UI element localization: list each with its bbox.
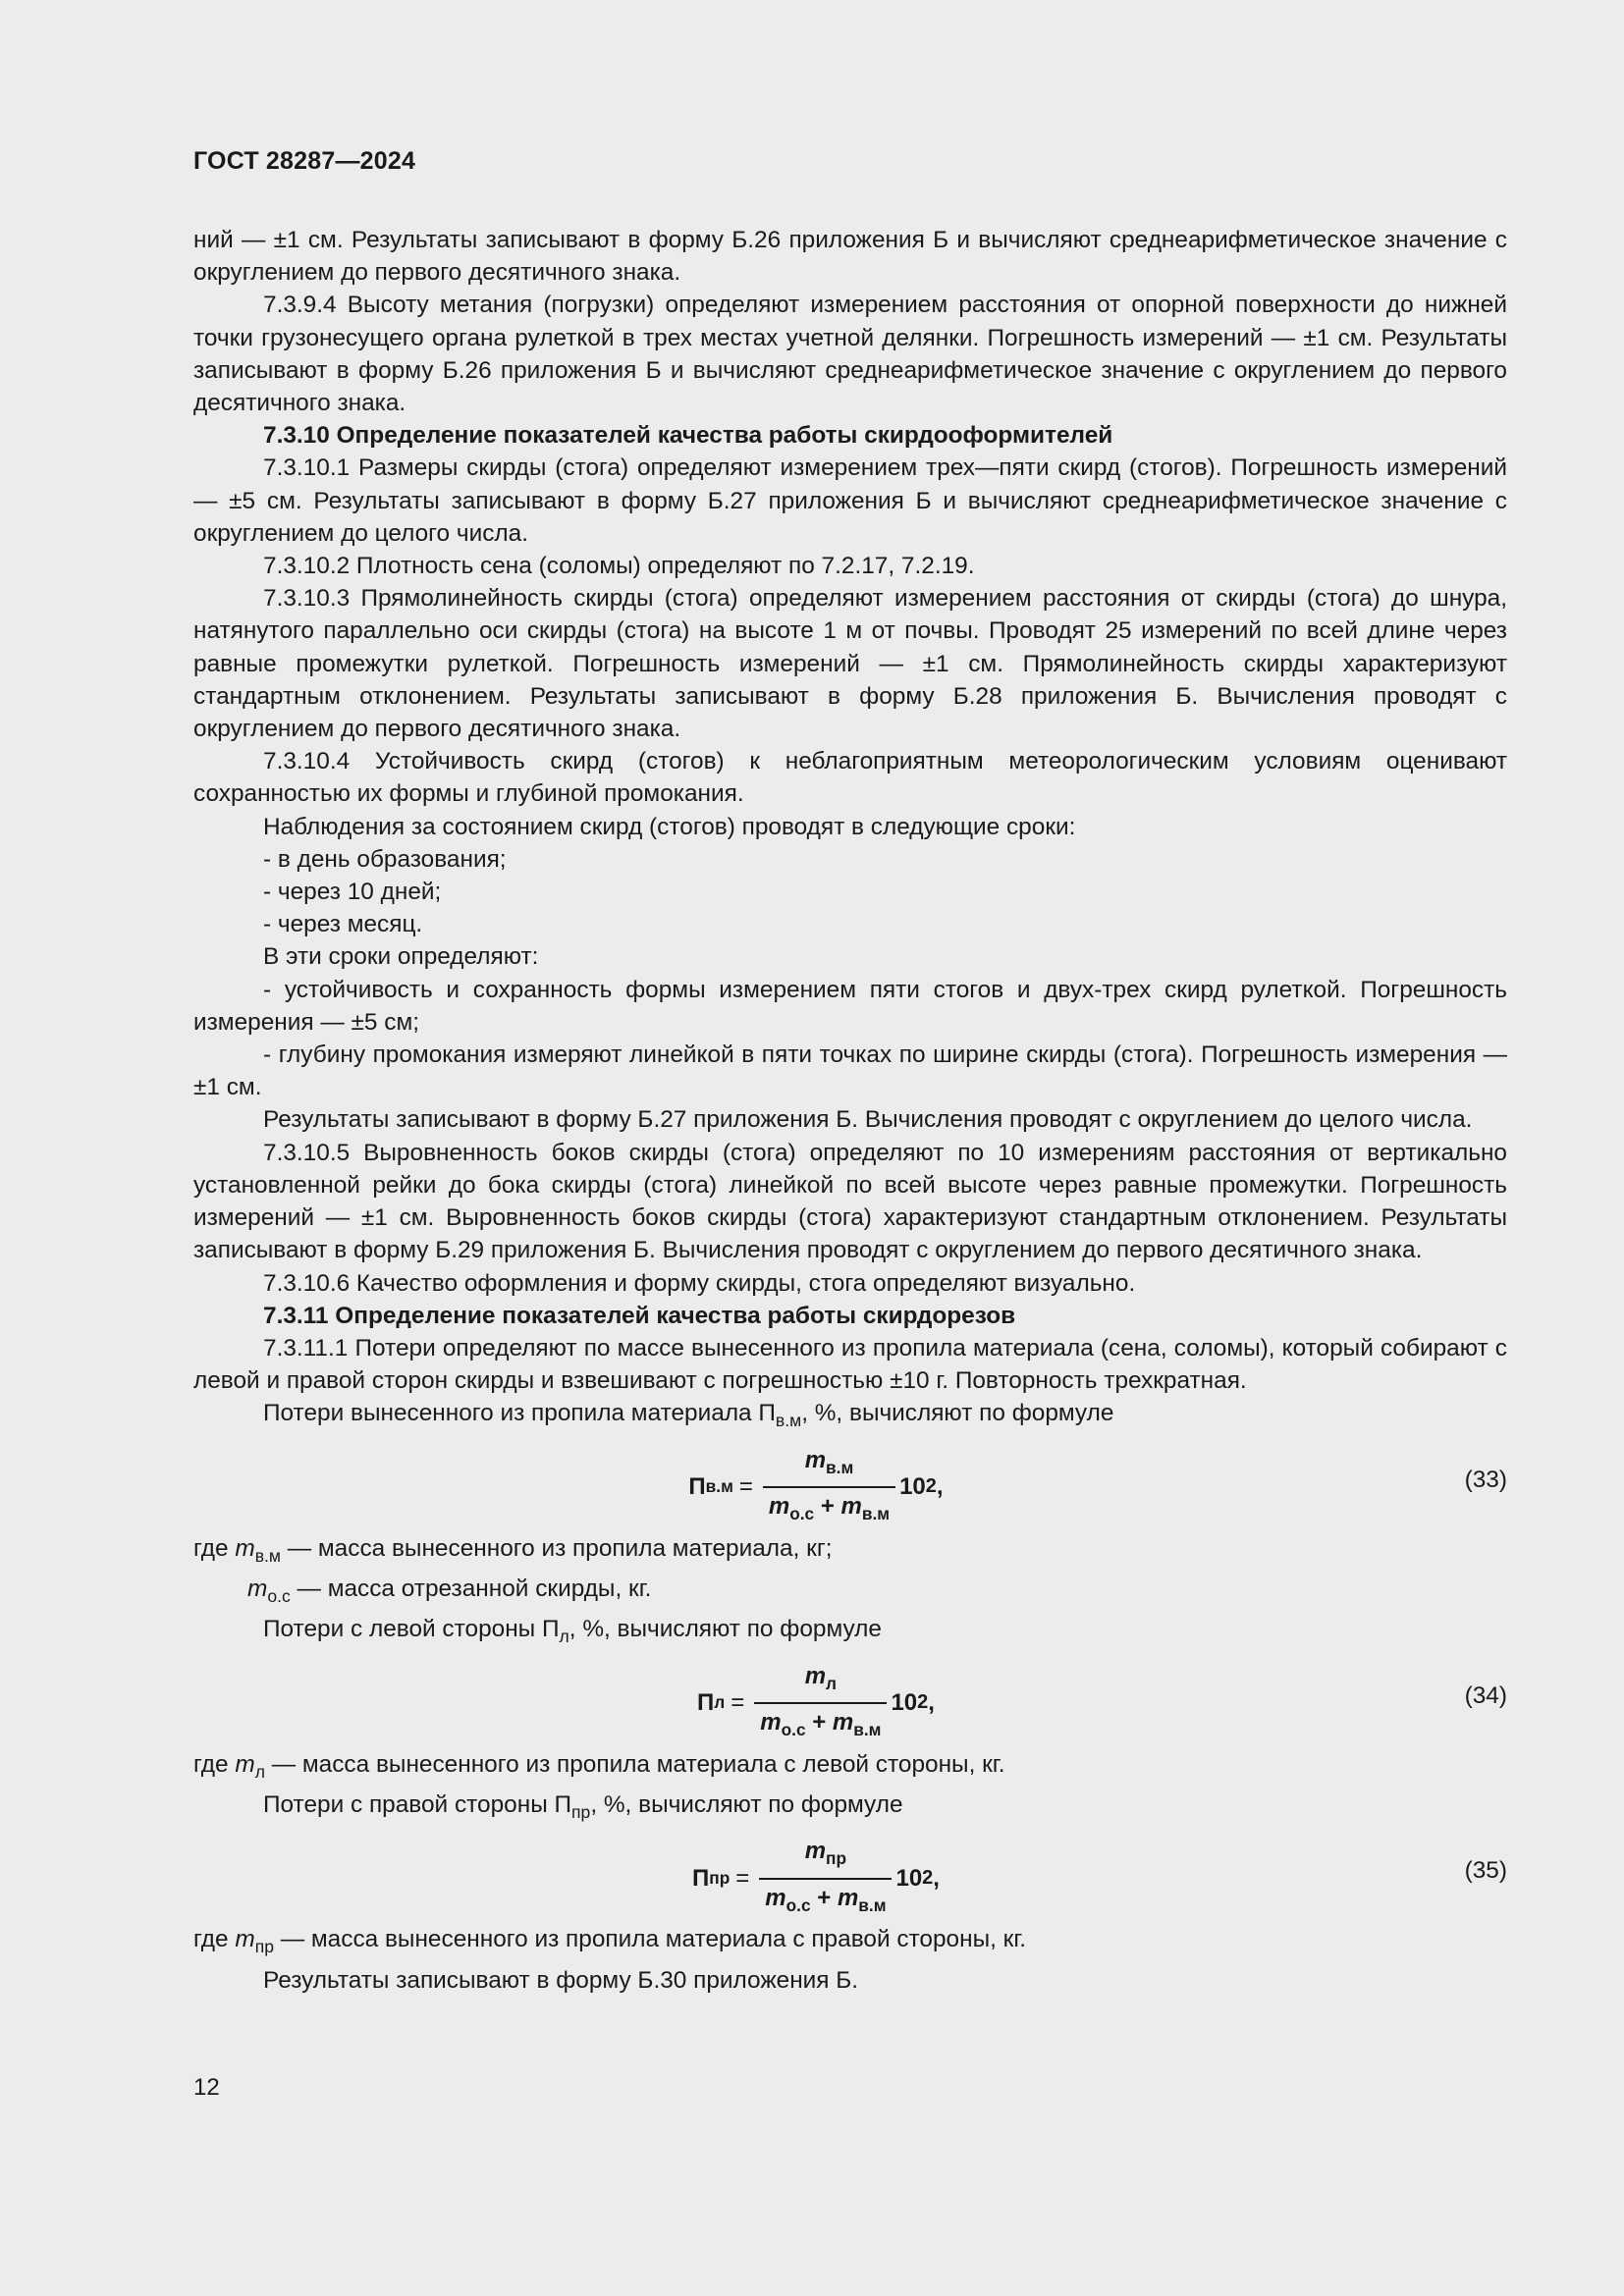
paragraph-7-3-9-4: 7.3.9.4 Высоту метания (погрузки) определяют измерением расстояния от опорной поверхности до нижней точки грузонесущего органа рулеткой в трех местах учетной делянки. Погрешность измерений — ±1 см. Результаты записывают в форму Б.26 приложения Б и вычисляют среднеарифметическое значение с округлением до первого десятичного знака. <box>193 292 1507 417</box>
section-heading-7-3-10: 7.3.10 Определение показателей качества работы скирдооформителей <box>263 422 1113 450</box>
where-clause: $m_{о.с}$ — масса отрезанной скирды, кг. <box>247 1575 652 1607</box>
paragraph-7-3-10-6: 7.3.10.6 Качество оформления и форму скирды, стога определяют визуально. <box>263 1269 1136 1297</box>
paragraph-determine: В эти сроки определяют: <box>263 943 539 971</box>
where-clause: где $m_{в.м}$ — масса вынесенного из пропила материала, кг; <box>193 1534 833 1566</box>
formula-intro-35: Потери с правой стороны $П_{пр}$, %, вычисляют по формуле <box>263 1791 903 1823</box>
paragraph: ний — ±1 см. Результаты записывают в форму Б.26 приложения Б и вычисляют среднеарифметическое значение с округлением до первого десятичного знака. <box>193 227 1507 287</box>
paragraph-results-b30: Результаты записывают в форму Б.30 приложения Б. <box>263 1966 859 1994</box>
paragraph-7-3-10-5: 7.3.10.5 Выровненность боков скирды (стога) определяют по 10 измерениям расстояния от вертикально установленной рейки до бока скирды (стога) линейкой по всей высоте через равные промежутки. Погрешность измерений — ±1 см. Выровненность боков скирды (стога) характеризуют стандартным отклонением. Результаты записывают в форму Б.29 приложения Б. Вычисления проводят с округлением до первого десятичного знака. <box>193 1139 1507 1264</box>
formula-intro-33: Потери вынесенного из пропила материала $П_{в.м}$, %, вычисляют по формуле <box>263 1400 1114 1431</box>
list-item: - устойчивость и сохранность формы измерением пяти стогов и двух-трех скирд рулеткой. Погрешность измерения — ±5 см; <box>193 976 1507 1036</box>
list-item: - через 10 дней; <box>263 879 442 906</box>
formula-number: (35) <box>1464 1857 1507 1885</box>
formula-35: П пр = $\frac{m_{пр}}{m_{о.с} + m_{в.м}}$ 10 2 , (35) <box>193 1835 1507 1913</box>
formula-34: П л = $\frac{m_л}{m_{о.с} + m_{в.м}}$ 10 2 , (34) <box>193 1660 1507 1738</box>
section-heading-7-3-11: 7.3.11 Определение показателей качества работы скирдорезов <box>263 1302 1016 1329</box>
paragraph-7-3-11-1: 7.3.11.1 Потери определяют по массе вынесенного из пропила материала (сена, соломы), который собирают с левой и правой сторон скирды и взвешивают с погрешностью ±10 г. Повторность трехкратная. <box>193 1334 1507 1395</box>
document-header: ГОСТ 28287—2024 <box>193 147 416 175</box>
list-item: - глубину промокания измеряют линейкой в пяти точках по ширине скирды (стога). Погрешность измерения — ±1 см. <box>193 1041 1507 1101</box>
where-clause: где $m_{пр}$ — масса вынесенного из пропила материала с правой стороны, кг. <box>193 1926 1027 1957</box>
paragraph-7-3-10-1: 7.3.10.1 Размеры скирды (стога) определяют измерением трех—пяти скирд (стогов). Погрешность измерений — ±5 см. Результаты записывают в форму Б.27 приложения Б и вычисляют среднеарифметическое значение с округлением до целого числа. <box>193 454 1507 547</box>
formula-number: (34) <box>1464 1682 1507 1709</box>
paragraph-7-3-10-3: 7.3.10.3 Прямолинейность скирды (стога) определяют измерением расстояния от скирды (стога) до шнура, натянутого параллельно оси скирды (стога) на высоте 1 м от почвы. Проводят 25 измерений по всей длине через равные промежутки рулеткой. Погрешность измерений — ±1 см. Прямолинейность скирды характеризуют стандартным отклонением. Результаты записывают в форму Б.28 приложения Б. Вычисления проводят с округлением до первого десятичного знака. <box>193 585 1507 743</box>
document-body <box>193 224 1507 1997</box>
formula-33: П в.м = $\frac{m_{в.м}}{m_{о.с} + m_{в.м}}$ 10 2 , (33) <box>193 1444 1507 1522</box>
paragraph-results: Результаты записывают в форму Б.27 приложения Б. Вычисления проводят с округлением до целого числа. <box>263 1106 1473 1134</box>
formula-intro-34: Потери с левой стороны $П_л$, %, вычисляют по формуле <box>263 1616 882 1647</box>
formula-number: (33) <box>1464 1466 1507 1493</box>
paragraph-7-3-10-4: 7.3.10.4 Устойчивость скирд (стогов) к неблагоприятным метеорологическим условиям оценивают сохранностью их формы и глубиной промокания. <box>193 748 1507 808</box>
paragraph-observation: Наблюдения за состоянием скирд (стогов) проводят в следующие сроки: <box>263 813 1076 840</box>
page-number: 12 <box>193 2074 220 2101</box>
list-item: - через месяц. <box>263 911 423 938</box>
list-item: - в день образования; <box>263 845 507 873</box>
paragraph-7-3-10-2: 7.3.10.2 Плотность сена (соломы) определяют по 7.2.17, 7.2.19. <box>263 553 975 580</box>
where-clause: где $m_л$ — масса вынесенного из пропила материала с левой стороны, кг. <box>193 1750 1005 1782</box>
